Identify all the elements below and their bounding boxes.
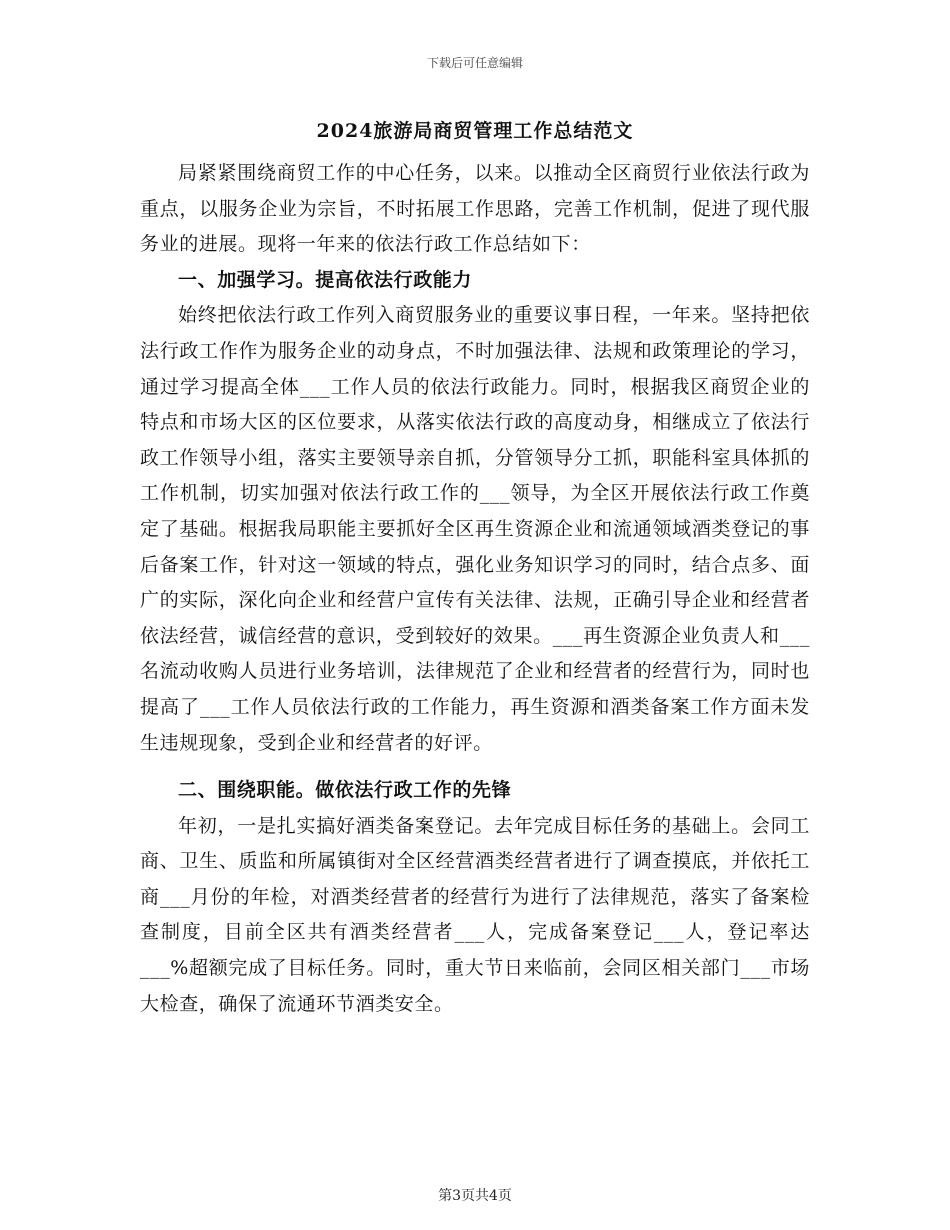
section-heading-2: 二、围绕职能。做依法行政工作的先锋 <box>178 779 512 802</box>
intro-paragraph: 局紧紧围绕商贸工作的中心任务，以来。以推动全区商贸行业依法行政为重点，以服务企业为宗旨，不时拓展工作思路，完善工作机制，促进了现代服务业的进展。现将一年来的依法行政工作总结如下： <box>140 162 810 256</box>
page-header-note: 下载后可任意编辑 <box>426 56 523 70</box>
section-heading-1: 一、加强学习。提高依法行政能力 <box>178 268 473 291</box>
document-title: 2024旅游局商贸管理工作总结范文 <box>316 120 634 142</box>
page-number: 第3页共4页 <box>438 1188 512 1204</box>
document-body <box>140 156 810 1022</box>
section-2-paragraph: 年初，一是扎实搞好酒类备案登记。去年完成目标任务的基础上。会同工商、卫生、质监和所属镇街对全区经营酒类经营者进行了调查摸底，并依托工商___月份的年检，对酒类经营者的经营行为进行了法律规范，落实了备案检查制度，目前全区共有酒类经营者___人，完成备案登记___人，登记率达___%超额完成了目标任务。同时，重大节日来临前，会同区相关部门___市场大检查，确保了流通环节酒类安全。 <box>140 814 810 1015</box>
section-1-paragraph: 始终把依法行政工作列入商贸服务业的重要议事日程，一年来。坚持把依法行政工作作为服务企业的动身点，不时加强法律、法规和政策理论的学习，通过学习提高全体___工作人员的依法行政能力。同时，根据我区商贸企业的特点和市场大区的区位要求，从落实依法行政的高度动身，相继成立了依法行政工作领导小组，落实主要领导亲自抓，分管领导分工抓，职能科室具体抓的工作机制，切实加强对依法行政工作的___领导，为全区开展依法行政工作奠定了基础。根据我局职能主要抓好全区再生资源企业和流通领域酒类登记的事后备案工作，针对这一领域的特点，强化业务知识学习的同时，结合点多、面广的实际，深化向企业和经营户宣传有关法律、法规，正确引导企业和经营者依法经营，诚信经营的意识，受到较好的效果。___再生资源企业负责人和___名流动收购人员进行业务培训，法律规范了企业和经营者的经营行为，同时也提高了___工作人员依法行政的工作能力，再生资源和酒类备案工作方面未发生违规现象，受到企业和经营者的好评。 <box>140 304 810 754</box>
